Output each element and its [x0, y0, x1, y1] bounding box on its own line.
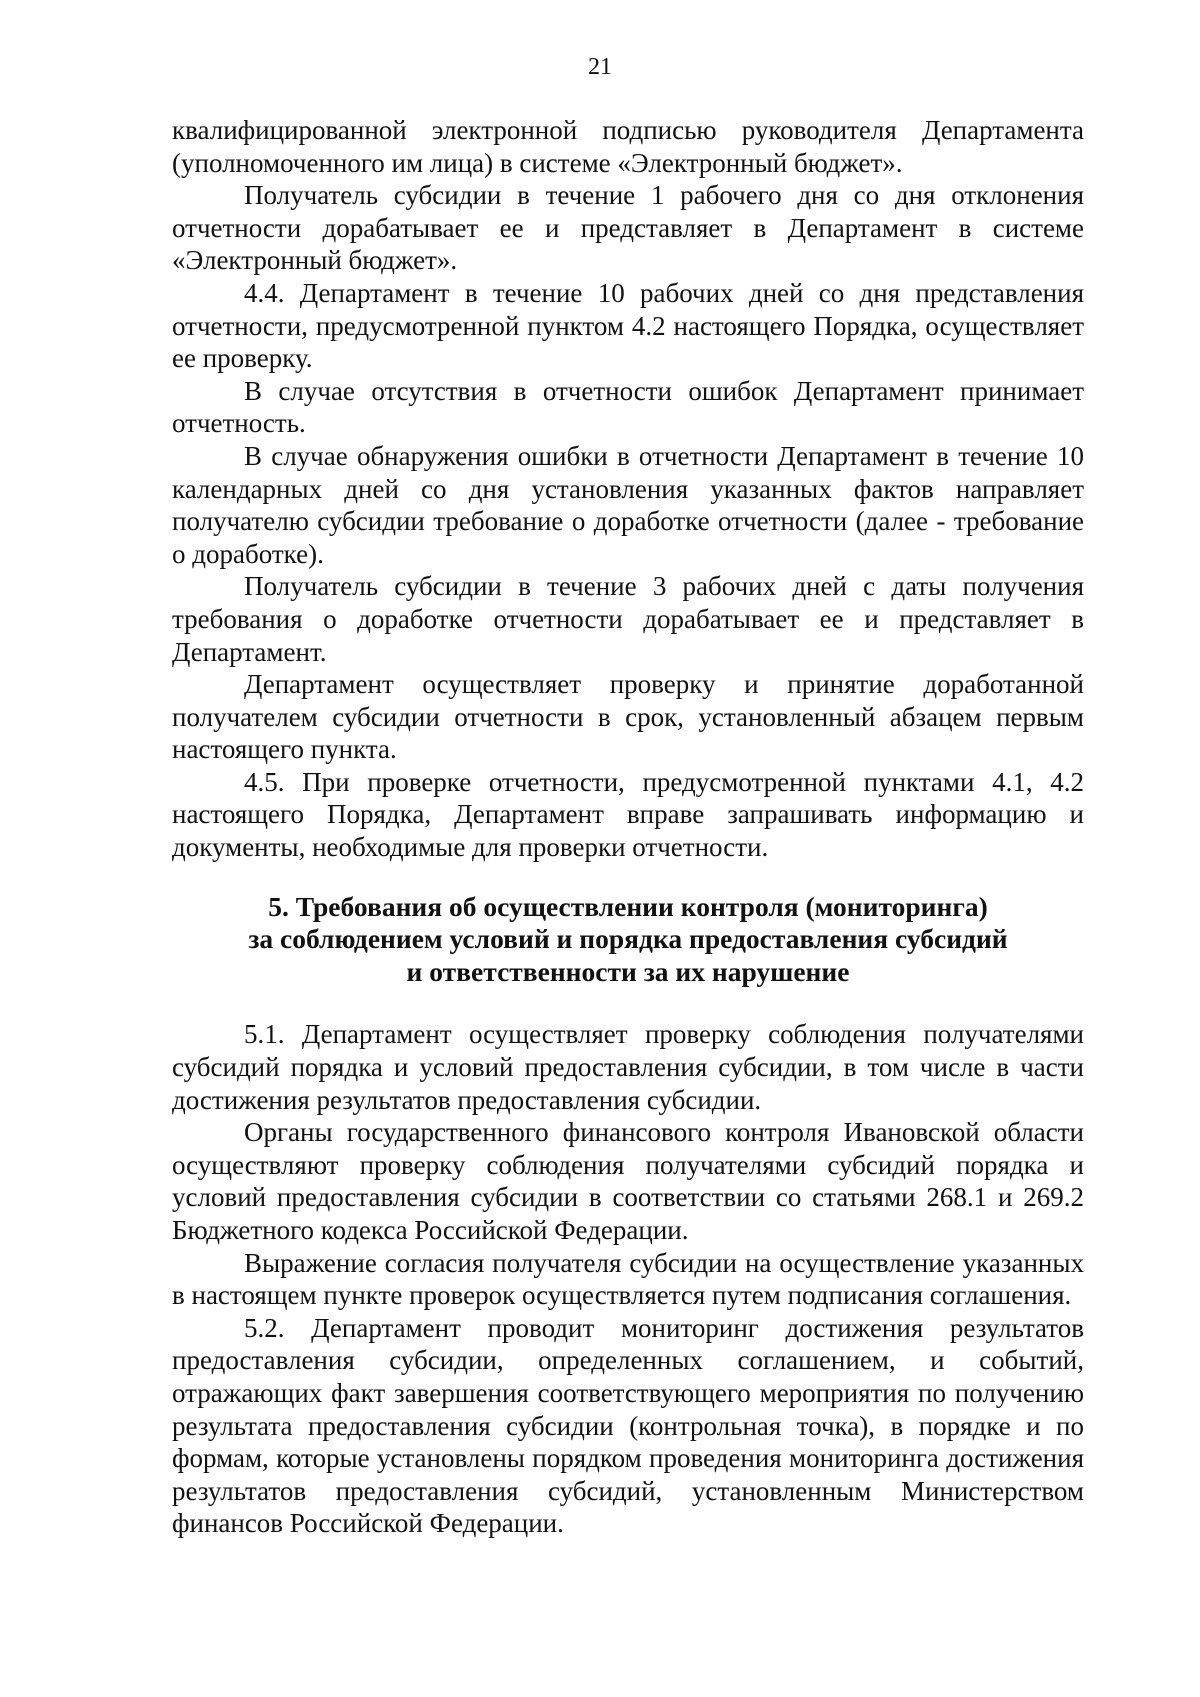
paragraph-4-4: 4.4. Департамент в течение 10 рабочих дней со дня представления отчетности, предусмотренной пунктом 4.2 настоящего Порядка, осуществляет ее проверку.	[172, 277, 1084, 374]
paragraph: В случае отсутствия в отчетности ошибок Департамент принимает отчетность.	[172, 375, 1084, 439]
paragraph: Департамент осуществляет проверку и принятие доработанной получателем субсидии отчетности в срок, установленный абзацем первым настоящего пункта.	[172, 669, 1084, 765]
section-heading-line: и ответственности за их нарушение	[406, 955, 850, 987]
paragraph: В случае обнаружения ошибки в отчетности Департамент в течение 10 календарных дней со дня установления указанных фактов направляет получателю субсидии требование о доработке отчетности (далее - требование о доработке).	[172, 440, 1084, 569]
paragraph-5-2: 5.2. Департамент проводит мониторинг достижения результатов предоставления субсидии, определенных соглашением, и событий, отражающих факт завершения соответствующего мероприятия по получению результата предоставления субсидии (контрольная точка), в порядке и по формам, которые установлены порядком проведения мониторинга достижения результатов предоставления субсидий, установленным Министерством финансов Российской Федерации.	[172, 1312, 1084, 1539]
section-heading-line: за соблюдением условий и порядка предоставления субсидий	[248, 923, 1008, 955]
paragraph: Получатель субсидии в течение 1 рабочего дня со дня отклонения отчетности дорабатывает ее и представляет в Департамент в системе «Электронный бюджет».	[172, 180, 1084, 276]
paragraph-continuation: квалифицированной электронной подписью руководителя Департамента (уполномоченного им лица) в системе «Электронный бюджет».	[172, 115, 1084, 178]
section-heading	[172, 891, 1084, 989]
paragraph-5-1: 5.1. Департамент осуществляет проверку соблюдения получателями субсидий порядка и условий предоставления субсидии, в том числе в части достижения результатов предоставления субсидии.	[172, 1019, 1084, 1115]
paragraph-4-5: 4.5. При проверке отчетности, предусмотренной пунктами 4.1, 4.2 настоящего Порядка, Департамент вправе запрашивать информацию и документы, необходимые для проверки отчетности.	[172, 766, 1084, 863]
document-body	[172, 114, 1084, 1540]
paragraph: Органы государственного финансового контроля Ивановской области осуществляют проверку соблюдения получателями субсидий порядка и условий предоставления субсидии в соответствии со статьями 268.1 и 269.2 Бюджетного кодекса Российской Федерации.	[172, 1117, 1084, 1245]
paragraph: Получатель субсидии в течение 3 рабочих дней с даты получения требования о доработке отчетности дорабатывает ее и представляет в Департамент.	[172, 571, 1084, 667]
section-heading-line: 5. Требования об осуществлении контроля (мониторинга)	[268, 890, 988, 922]
paragraph: Выражение согласия получателя субсидии на осуществление указанных в настоящем пункте проверок осуществляется путем подписания соглашения.	[172, 1247, 1084, 1311]
page-number: 21	[588, 54, 612, 80]
